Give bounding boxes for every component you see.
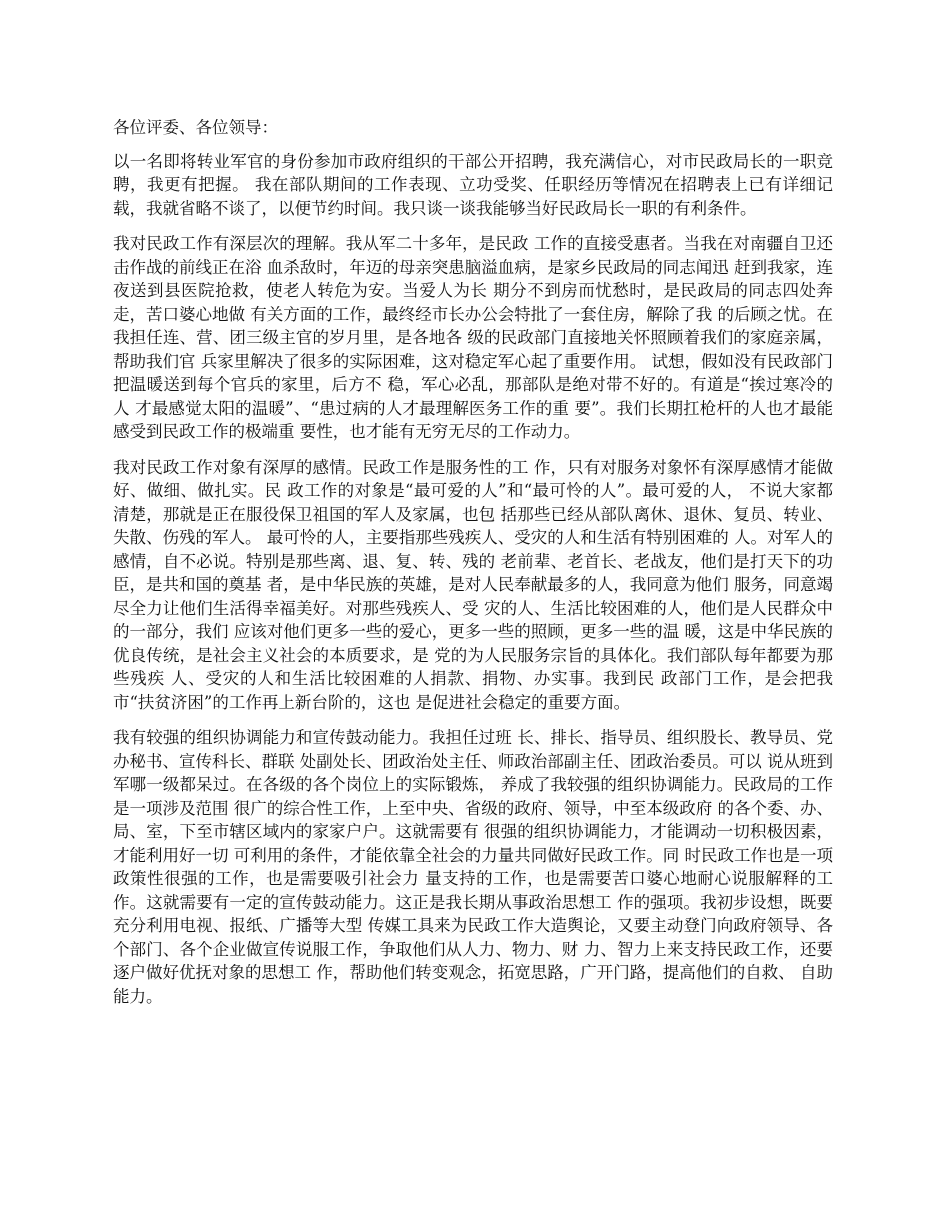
paragraph-ability: 我有较强的组织协调能力和宣传鼓动能力。我担任过班 长、排长、指导员、组织股长、教导员、党办秘书、宣传科长、群联 处副处长、团政治处主任、师政治部副主任、团政治委员。可以 说从班到军哪一级都呆过。在各级的各个岗位上的实际锻炼， 养成了我较强的组织协调能力。民政局的工作是一项涉及范围 很广的综合性工作，上至中央、省级的政府、领导，中至本级政府 的各个委、办、局、室，下至市辖区域内的家家户户。这就需要有 很强的组织协调能力，才能调动一切积极因素，才能利用好一切 可利用的条件，才能依靠全社会的力量共同做好民政工作。同 时民政工作也是一项政策性很强的工作，也是需要吸引社会力 量支持的工作，也是需要苦口婆心地耐心说服解释的工作。这就需要有一定的宣传鼓动能力。这正是我长期从事政治思想工 作的强项。我初步设想，既要充分利用电视、报纸、广播等大型 传媒工具来为民政工作大造舆论，又要主动登门向政府领导、各 个部门、各个企业做宣传说服工作，争取他们从人力、物力、财 力、智力上来支持民政工作，还要逐户做好优抚对象的思想工 作，帮助他们转变观念，拓宽思路，广开门路，提高他们的自救、 自助能力。 [113,728,833,1006]
document-body [113,116,833,1020]
paragraph-understanding: 我对民政工作有深层次的理解。我从军二十多年，是民政 工作的直接受惠者。当我在对南疆自卫还击作战的前线正在浴 血杀敌时，年迈的母亲突患脑溢血病，是家乡民政局的同志闻迅 赶到我家，连夜送到县医院抢救，使老人转危为安。当爱人为长 期分不到房而忧愁时，是民政局的同志四处奔走，苦口婆心地做 有关方面的工作，最终经市长办公会特批了一套住房，解除了我 的后顾之忧。在我担任连、营、团三级主官的岁月里，是各地各 级的民政部门直接地关怀照顾着我们的家庭亲属，帮助我们官 兵家里解决了很多的实际困难，这对稳定军心起了重要作用。 试想，假如没有民政部门把温暖送到每个官兵的家里，后方不 稳，军心必乱，那部队是绝对带不好的。有道是“挨过寒冷的人 才最感觉太阳的温暖”、“患过病的人才最理解医务工作的重 要”。我们长期扛枪杆的人也才最能感受到民政工作的极端重 要性，也才能有无穷无尽的工作动力。 [113,234,833,441]
paragraph-affection: 我对民政工作对象有深厚的感情。民政工作是服务性的工 作，只有对服务对象怀有深厚感情才能做好、做细、做扎实。民 政工作的对象是“最可爱的人”和“最可怜的人”。最可爱的人， 不说大家都清楚，那就是正在服役保卫祖国的军人及家属，也包 括那些已经从部队离休、退休、复员、转业、失散、伤残的军人。 最可怜的人，主要指那些残疾人、受灾的人和生活有特别困难的 人。对军人的感情，自不必说。特别是那些离、退、复、转、残的 老前辈、老首长、老战友，他们是打天下的功臣，是共和国的奠基 者，是中华民族的英雄，是对人民奉献最多的人，我同意为他们 服务，同意竭尽全力让他们生活得幸福美好。对那些残疾人、受 灾的人、生活比较困难的人，他们是人民群众中的一部分，我们 应该对他们更多一些的爱心，更多一些的照顾，更多一些的温 暖，这是中华民族的优良传统，是社会主义社会的本质要求，是 党的为人民服务宗旨的具体化。我们部队每年都要为那些残疾 人、受灾的人和生活比较困难的人捐款、捐物、办实事。我到民 政部门工作，是会把我市“扶贫济困”的工作再上新台阶的，这也 是促进社会稳定的重要方面。 [113,457,833,712]
salutation: 各位评委、各位领导： [113,118,278,137]
paragraph-intro: 以一名即将转业军官的身份参加市政府组织的干部公开招聘，我充满信心，对市民政局长的一职竞聘，我更有把握。 我在部队期间的工作表现、立功受奖、任职经历等情况在招聘表上已有详细记载，我就省略不谈了，以便节约时间。我只谈一谈我能够当好民政局长一职的有利条件。 [113,151,833,218]
